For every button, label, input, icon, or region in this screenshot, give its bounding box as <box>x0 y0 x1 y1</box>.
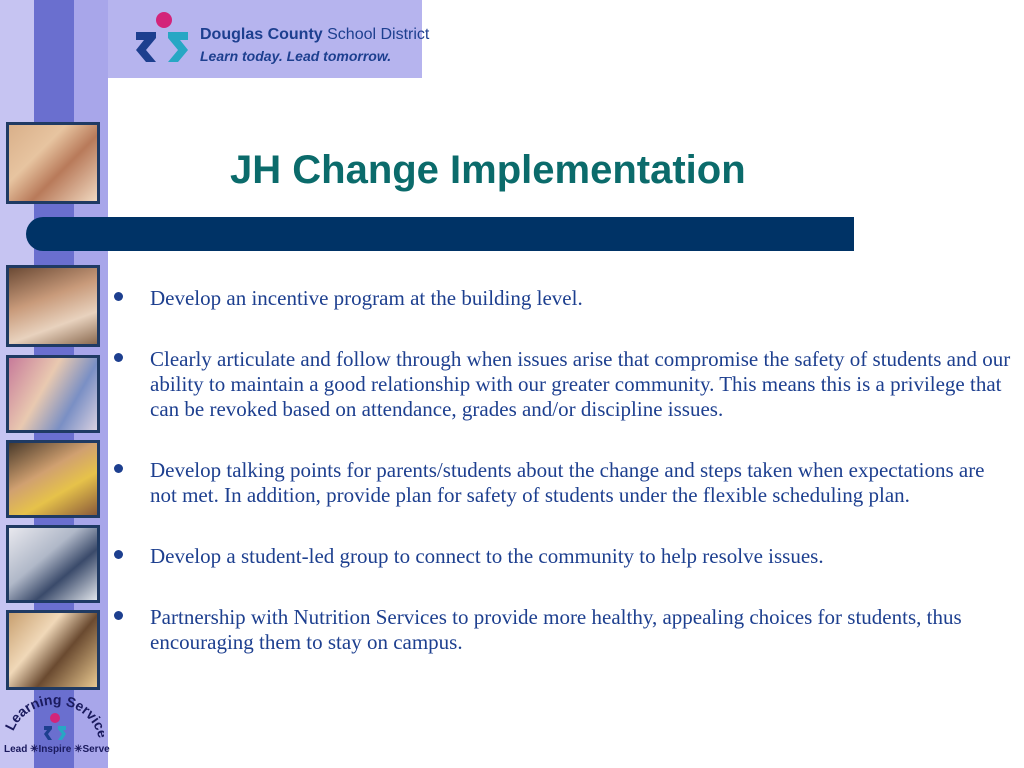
bullet-dot-icon <box>114 611 123 620</box>
district-name: Douglas County School District <box>200 26 430 43</box>
bullet-list <box>112 286 1012 691</box>
learning-services-arc-text: earning Servi <box>6 691 104 726</box>
bullet-item: Develop a student-led group to connect to the community to help resolve issues. <box>112 544 1012 569</box>
district-logo <box>128 8 430 72</box>
bullet-dot-icon <box>114 550 123 559</box>
title-underline-bar <box>26 217 854 251</box>
district-logo-mark-icon <box>132 10 192 70</box>
bullet-dot-icon <box>114 353 123 362</box>
bullet-dot-icon <box>114 292 123 301</box>
content-corner <box>108 78 148 118</box>
bullet-item: Develop an incentive program at the building level. <box>112 286 1012 311</box>
photo-thumbnail-3 <box>6 355 100 433</box>
learning-services-arc-icon <box>4 688 104 748</box>
bullet-item: Partnership with Nutrition Services to provide more healthy, appealing choices for students, thus encouraging them to stay on campus. <box>112 605 1012 655</box>
photo-thumbnail-6 <box>6 610 100 690</box>
bullet-item: Develop talking points for parents/students about the change and steps taken when expectations are not met. In addition, provide plan for safety of students under the flexible scheduling plan. <box>112 458 1012 508</box>
learning-services-tagline: Lead ✳Inspire ✳Serve <box>4 744 110 755</box>
district-tagline: Learn today. Lead tomorrow. <box>200 48 392 64</box>
band-corner <box>74 78 108 118</box>
photo-thumbnail-2 <box>6 265 100 347</box>
slide-title: JH Change Implementation <box>230 148 746 192</box>
photo-thumbnail-1 <box>6 122 100 204</box>
bullet-item: Clearly articulate and follow through when issues arise that compromise the safety of students and our ability to maintain a good relationship with our greater community. This means this is a privilege that can be revoked based on attendance, grades and/or discipline issues. <box>112 347 1012 422</box>
photo-thumbnail-5 <box>6 525 100 603</box>
photo-thumbnail-4 <box>6 440 100 518</box>
bullet-dot-icon <box>114 464 123 473</box>
